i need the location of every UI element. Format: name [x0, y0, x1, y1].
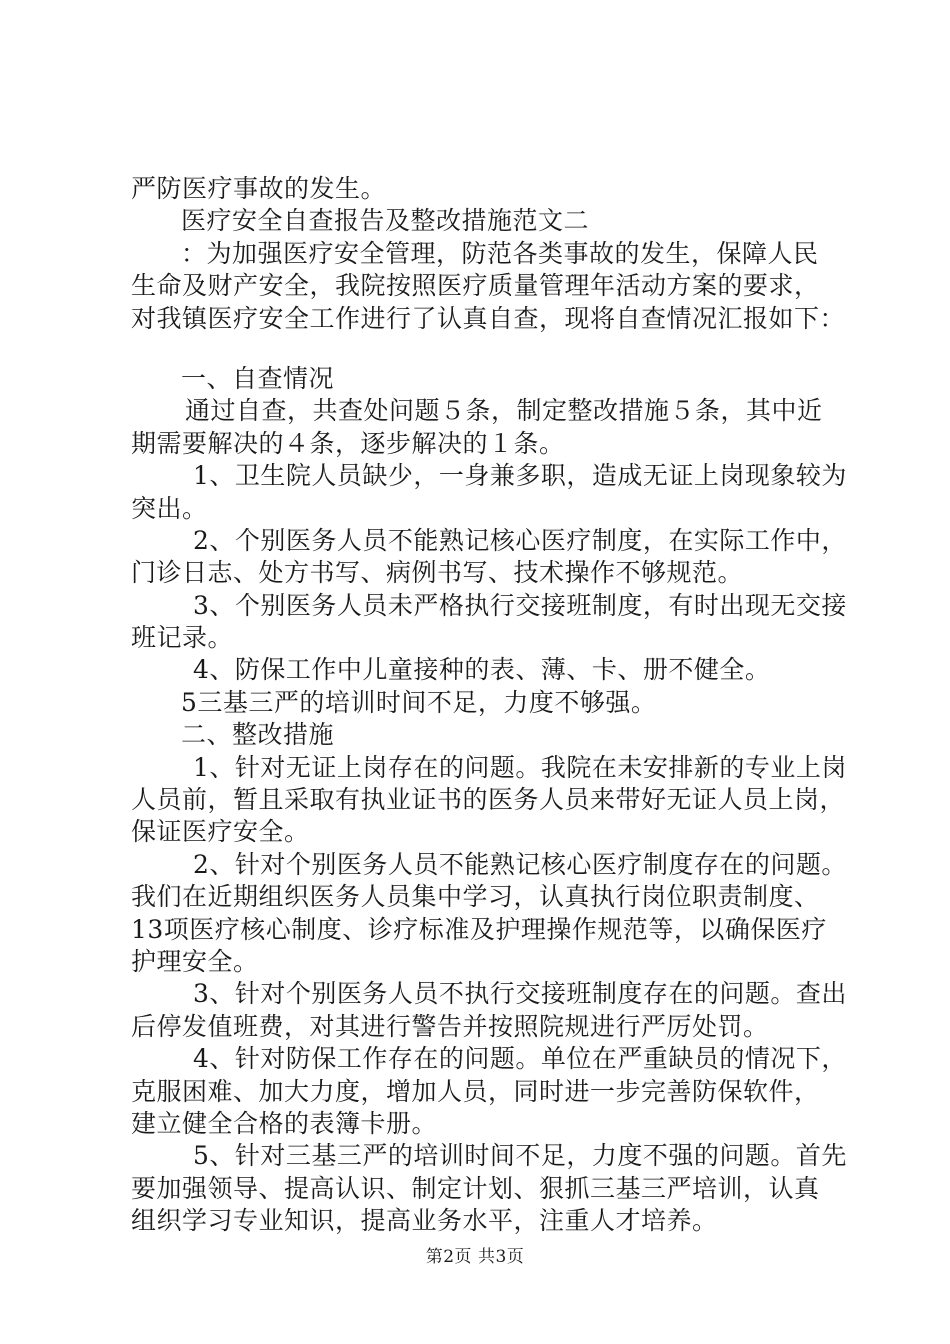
page-footer	[0, 1242, 950, 1267]
list-item: 4、防保工作中儿童接种的表、薄、卡、册不健全。	[193, 655, 771, 685]
list-item: 4、针对防保工作存在的问题。单位在严重缺员的情况下，	[193, 1044, 847, 1074]
page-number-label: 第2页 共3页	[425, 1247, 525, 1267]
list-item: 5、针对三基三严的培训时间不足，力度不强的问题。首先	[193, 1141, 847, 1171]
text-line: 严防医疗事故的发生。	[131, 174, 387, 203]
text-line: 生命及财产安全，我院按照医疗质量管理年活动方案的要求，	[131, 271, 820, 301]
text-line: 护理安全。	[131, 946, 259, 976]
text-line: 突出。	[131, 493, 208, 523]
heading-self-inspection: 一、自查情况	[181, 363, 335, 393]
list-item: 1、卫生院人员缺少，一身兼多职，造成无证上岗现象较为	[193, 461, 847, 491]
text-line: 门诊日志、处方书写、病例书写、技术操作不够规范。	[131, 558, 744, 588]
text-line: 对我镇医疗安全工作进行了认真自查，现将自查情况汇报如下：	[131, 303, 846, 333]
list-item: 3、针对个别医务人员不执行交接班制度存在的问题。查出	[193, 979, 847, 1009]
text-line: 保证医疗安全。	[131, 817, 310, 847]
text-line: 组织学习专业知识，提高业务水平，注重人才培养。	[131, 1206, 718, 1236]
text-line: 要加强领导、提高认识、制定计划、狠抓三基三严培训，认真	[131, 1173, 820, 1203]
heading-rectification: 二、整改措施	[181, 720, 335, 750]
list-item: 5三基三严的培训时间不足，力度不够强。	[181, 687, 657, 717]
list-item: 3、个别医务人员未严格执行交接班制度，有时出现无交接	[193, 590, 847, 620]
text-line: 通过自查，共查处问题５条，制定整改措施５条，其中近	[185, 396, 823, 426]
list-item: 2、个别医务人员不能熟记核心医疗制度，在实际工作中，	[193, 525, 847, 555]
text-line: 我们在近期组织医务人员集中学习，认真执行岗位职责制度、	[131, 882, 820, 912]
text-line: 人员前，暂且采取有执业证书的医务人员来带好无证人员上岗，	[131, 785, 846, 815]
text-line: 后停发值班费，对其进行警告并按照院规进行严厉处罚。	[131, 1011, 769, 1041]
text-line: 班记录。	[131, 623, 234, 653]
list-item: 1、针对无证上岗存在的问题。我院在未安排新的专业上岗	[193, 752, 847, 782]
text-line: 克服困难、加大力度，增加人员，同时进一步完善防保软件，	[131, 1076, 820, 1106]
text-line: 建立健全合格的表簿卡册。	[131, 1108, 438, 1138]
text-line: 13项医疗核心制度、诊疗标准及护理操作规范等，以确保医疗	[131, 914, 827, 944]
section-title: 医疗安全自查报告及整改措施范文二	[181, 206, 590, 236]
text-line: 期需要解决的４条，逐步解决的１条。	[131, 428, 565, 458]
text-line: ：为加强医疗安全管理，防范各类事故的发生，保障人民	[181, 238, 819, 268]
list-item: 2、针对个别医务人员不能熟记核心医疗制度存在的问题。	[193, 849, 847, 879]
blank-line	[131, 335, 831, 363]
document-body	[131, 173, 847, 1238]
